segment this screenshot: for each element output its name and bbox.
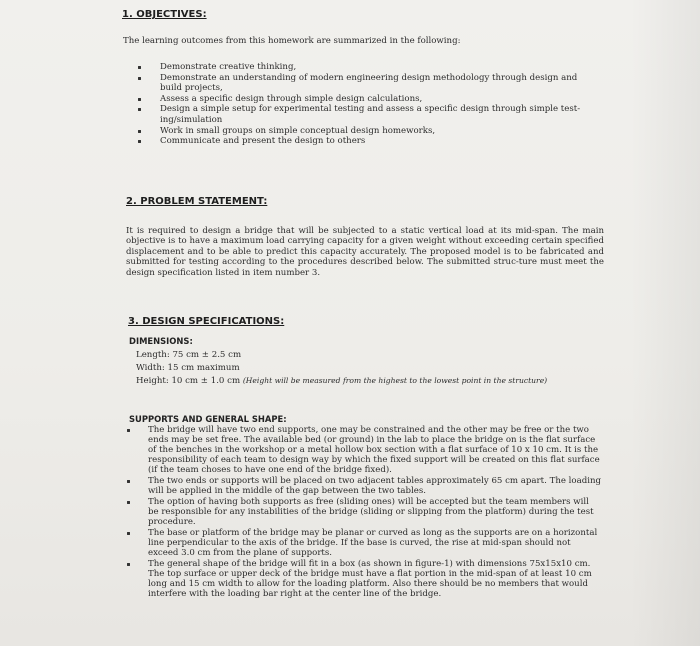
page-shadow	[630, 0, 700, 646]
list-item: Demonstrate creative thinking,	[138, 62, 600, 73]
height-note: (Height will be measured from the highest to the lowest point in the structure)	[242, 376, 548, 385]
width-spec: Width: 15 cm maximum	[136, 363, 240, 373]
bullet-icon	[138, 98, 141, 101]
bullet-icon	[127, 429, 130, 432]
bullet-icon	[127, 532, 130, 535]
bullet-icon	[138, 66, 141, 69]
objectives-list	[138, 62, 600, 147]
dimensions-title: DIMENSIONS:	[129, 336, 193, 346]
list-item: The option of having both supports as free (sliding ones) will be accepted but the team members will be responsible for any instabilities of the bridge (sliding or slipping from the platform) during the test procedure.	[127, 497, 601, 527]
bullet-icon	[127, 563, 130, 566]
list-item: Demonstrate an understanding of modern engineering design methodology through design and build projects,	[138, 73, 600, 94]
problem-text: It is required to design a bridge that will be subjected to a static vertical load at its mid-span. The main objective is to have a maximum load carrying capacity for a given weight without exceeding certain specified displacement and to be able to predict this capacity accurately. The proposed model is to be fabricated and submitted for testing according to the procedures described below. The submitted struc-ture must meet the design specification listed in item number 3.	[126, 226, 604, 278]
list-item: Work in small groups on simple conceptual design homeworks,	[138, 126, 600, 137]
objectives-heading: 1. OBJECTIVES:	[122, 9, 207, 20]
bullet-icon	[138, 130, 141, 133]
bullet-icon	[138, 108, 141, 111]
problem-heading: 2. PROBLEM STATEMENT:	[126, 196, 268, 207]
bullet-icon	[127, 480, 130, 483]
list-item: The bridge will have two end supports, one may be constrained and the other may be free or the two ends may be set free. The available bed (or ground) in the lab to place the bridge on is the flat surface of the benches in the workshop or a metal hollow box section with a flat surface of 10 x 10 cm. It is the responsibility of each team to design way by which the fixed support will be created on this flat surface (if the team choses to have one end of the bridge fixed).	[127, 425, 601, 475]
length-spec: Length: 75 cm ± 2.5 cm	[136, 350, 242, 360]
bullet-icon	[138, 77, 141, 80]
height-row	[136, 376, 547, 386]
list-item: Communicate and present the design to others	[138, 136, 600, 147]
bullet-icon	[127, 501, 130, 504]
height-spec: Height: 10 cm ± 1.0 cm	[136, 376, 241, 386]
objectives-intro: The learning outcomes from this homework are summarized in the following:	[123, 36, 461, 46]
supports-list	[127, 425, 601, 600]
list-item: The base or platform of the bridge may be planar or curved as long as the supports are on a horizontal line perpendicular to the axis of the bridge. If the base is curved, the rise at mid-span should not exceed 3.0 cm from the plane of supports.	[127, 528, 601, 558]
list-item: The two ends or supports will be placed on two adjacent tables approximately 65 cm apart. The loading will be applied in the middle of the gap between the two tables.	[127, 476, 601, 496]
list-item: Assess a specific design through simple design calculations,	[138, 94, 600, 105]
list-item: Design a simple setup for experimental testing and assess a specific design through simple test-ing/simulation	[138, 104, 600, 125]
list-item: The general shape of the bridge will fit in a box (as shown in figure-1) with dimensions 75x15x10 cm. The top surface or upper deck of the bridge must have a flat portion in the mid-span of at least 10 cm long and 15 cm width to allow for the loading platform. Also there should be no members that would interfere with the loading bar right at the center line of the bridge.	[127, 559, 601, 599]
supports-title: SUPPORTS AND GENERAL SHAPE:	[129, 414, 287, 424]
bullet-icon	[138, 140, 141, 143]
specs-heading: 3. DESIGN SPECIFICATIONS:	[128, 316, 285, 327]
